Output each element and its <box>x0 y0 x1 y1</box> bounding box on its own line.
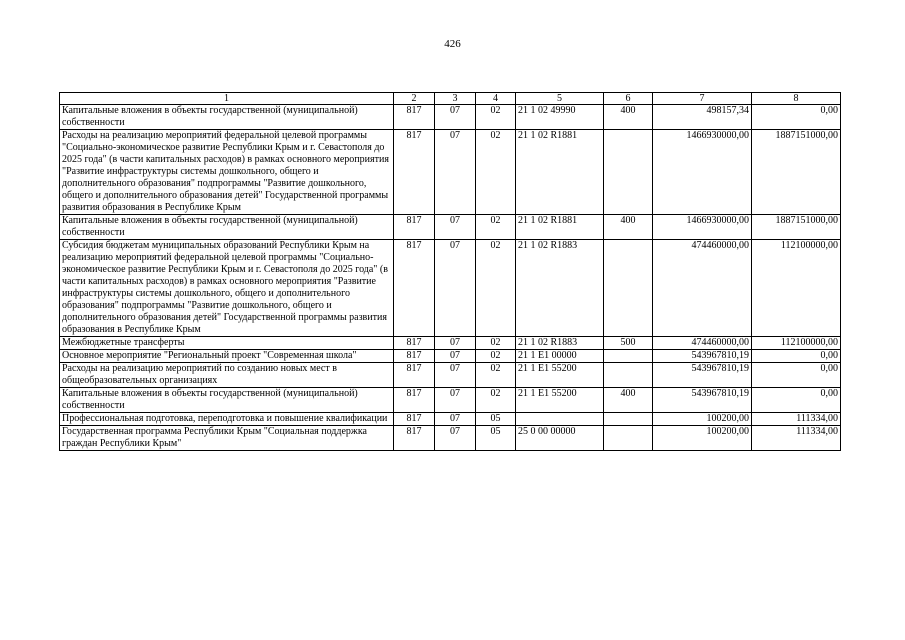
amount-col7: 100200,00 <box>653 426 752 451</box>
target-article-code: 21 1 E1 55200 <box>516 363 604 388</box>
target-article-code: 25 0 00 00000 <box>516 426 604 451</box>
subsection-code: 05 <box>476 413 516 426</box>
target-article-code: 21 1 02 R1881 <box>516 215 604 240</box>
ministry-code: 817 <box>394 388 435 413</box>
amount-col8: 0,00 <box>752 350 841 363</box>
section-code: 07 <box>435 215 476 240</box>
amount-col7: 543967810,19 <box>653 363 752 388</box>
amount-col7: 474460000,00 <box>653 240 752 337</box>
table-row <box>60 426 841 451</box>
expense-type-code: 400 <box>604 215 653 240</box>
column-header: 2 <box>394 93 435 105</box>
section-code: 07 <box>435 413 476 426</box>
section-code: 07 <box>435 337 476 350</box>
column-header: 5 <box>516 93 604 105</box>
expense-type-code: 500 <box>604 337 653 350</box>
amount-col7: 543967810,19 <box>653 350 752 363</box>
table-row <box>60 105 841 130</box>
expense-type-code <box>604 413 653 426</box>
row-description: Капитальные вложения в объекты государственной (муниципальной) собственности <box>60 105 394 130</box>
amount-col8: 1887151000,00 <box>752 130 841 215</box>
amount-col7: 498157,34 <box>653 105 752 130</box>
row-description: Межбюджетные трансферты <box>60 337 394 350</box>
table-row <box>60 240 841 337</box>
amount-col7: 1466930000,00 <box>653 215 752 240</box>
target-article-code: 21 1 02 R1883 <box>516 337 604 350</box>
row-description: Основное мероприятие "Региональный проект "Современная школа" <box>60 350 394 363</box>
section-code: 07 <box>435 105 476 130</box>
target-article-code: 21 1 02 49990 <box>516 105 604 130</box>
amount-col8: 112100000,00 <box>752 337 841 350</box>
page-number: 426 <box>444 38 461 50</box>
amount-col8: 0,00 <box>752 388 841 413</box>
amount-col8: 111334,00 <box>752 426 841 451</box>
subsection-code: 02 <box>476 363 516 388</box>
ministry-code: 817 <box>394 350 435 363</box>
target-article-code: 21 1 E1 55200 <box>516 388 604 413</box>
expense-type-code <box>604 426 653 451</box>
subsection-code: 02 <box>476 337 516 350</box>
section-code: 07 <box>435 240 476 337</box>
row-description: Профессиональная подготовка, переподготовка и повышение квалификации <box>60 413 394 426</box>
budget-table <box>59 92 841 451</box>
table-header-row <box>60 93 841 105</box>
target-article-code <box>516 413 604 426</box>
column-header: 1 <box>60 93 394 105</box>
amount-col8: 1887151000,00 <box>752 215 841 240</box>
row-description: Капитальные вложения в объекты государственной (муниципальной) собственности <box>60 215 394 240</box>
amount-col8: 111334,00 <box>752 413 841 426</box>
ministry-code: 817 <box>394 240 435 337</box>
ministry-code: 817 <box>394 130 435 215</box>
section-code: 07 <box>435 426 476 451</box>
subsection-code: 02 <box>476 215 516 240</box>
target-article-code: 21 1 02 R1881 <box>516 130 604 215</box>
expense-type-code <box>604 240 653 337</box>
amount-col7: 474460000,00 <box>653 337 752 350</box>
section-code: 07 <box>435 350 476 363</box>
amount-col8: 0,00 <box>752 363 841 388</box>
amount-col8: 0,00 <box>752 105 841 130</box>
table-row <box>60 350 841 363</box>
subsection-code: 02 <box>476 388 516 413</box>
table-row <box>60 363 841 388</box>
section-code: 07 <box>435 130 476 215</box>
expense-type-code <box>604 350 653 363</box>
ministry-code: 817 <box>394 337 435 350</box>
target-article-code: 21 1 E1 00000 <box>516 350 604 363</box>
table-row <box>60 130 841 215</box>
subsection-code: 02 <box>476 240 516 337</box>
section-code: 07 <box>435 388 476 413</box>
subsection-code: 02 <box>476 350 516 363</box>
amount-col7: 543967810,19 <box>653 388 752 413</box>
target-article-code: 21 1 02 R1883 <box>516 240 604 337</box>
expense-type-code: 400 <box>604 388 653 413</box>
table-row <box>60 215 841 240</box>
ministry-code: 817 <box>394 215 435 240</box>
ministry-code: 817 <box>394 363 435 388</box>
column-header: 3 <box>435 93 476 105</box>
ministry-code: 817 <box>394 413 435 426</box>
ministry-code: 817 <box>394 426 435 451</box>
table-row <box>60 388 841 413</box>
expense-type-code: 400 <box>604 105 653 130</box>
amount-col7: 1466930000,00 <box>653 130 752 215</box>
column-header: 6 <box>604 93 653 105</box>
ministry-code: 817 <box>394 105 435 130</box>
row-description: Капитальные вложения в объекты государственной (муниципальной) собственности <box>60 388 394 413</box>
expense-type-code <box>604 363 653 388</box>
column-header: 7 <box>653 93 752 105</box>
row-description: Расходы на реализацию мероприятий по созданию новых мест в общеобразовательных организациях <box>60 363 394 388</box>
subsection-code: 02 <box>476 105 516 130</box>
table-row <box>60 413 841 426</box>
subsection-code: 02 <box>476 130 516 215</box>
row-description: Государственная программа Республики Крым "Социальная поддержка граждан Республики Крым" <box>60 426 394 451</box>
section-code: 07 <box>435 363 476 388</box>
table-row <box>60 337 841 350</box>
column-header: 4 <box>476 93 516 105</box>
row-description: Субсидия бюджетам муниципальных образований Республики Крым на реализацию мероприятий федеральной целевой программы "Социально-экономическое развитие Республики Крым и г. Севастополя до 2025 года" (в части капитальных расходов) в рамках основного мероприятия "Развитие инфраструктуры системы дошкольного, общего и дополнительного образования" подпрограммы "Развитие дошкольного, общего и дополнительного образования детей" Государственной программы развития образования в Республике Крым <box>60 240 394 337</box>
row-description: Расходы на реализацию мероприятий федеральной целевой программы "Социально-экономическое развитие Республики Крым и г. Севастополя до 2025 года" (в части капитальных расходов) в рамках основного мероприятия "Развитие инфраструктуры системы дошкольного, общего и дополнительного образования" подпрограммы "Развитие дошкольного, общего и дополнительного образования детей" Государственной программы развития образования в Республике Крым <box>60 130 394 215</box>
amount-col8: 112100000,00 <box>752 240 841 337</box>
expense-type-code <box>604 130 653 215</box>
amount-col7: 100200,00 <box>653 413 752 426</box>
column-header: 8 <box>752 93 841 105</box>
subsection-code: 05 <box>476 426 516 451</box>
